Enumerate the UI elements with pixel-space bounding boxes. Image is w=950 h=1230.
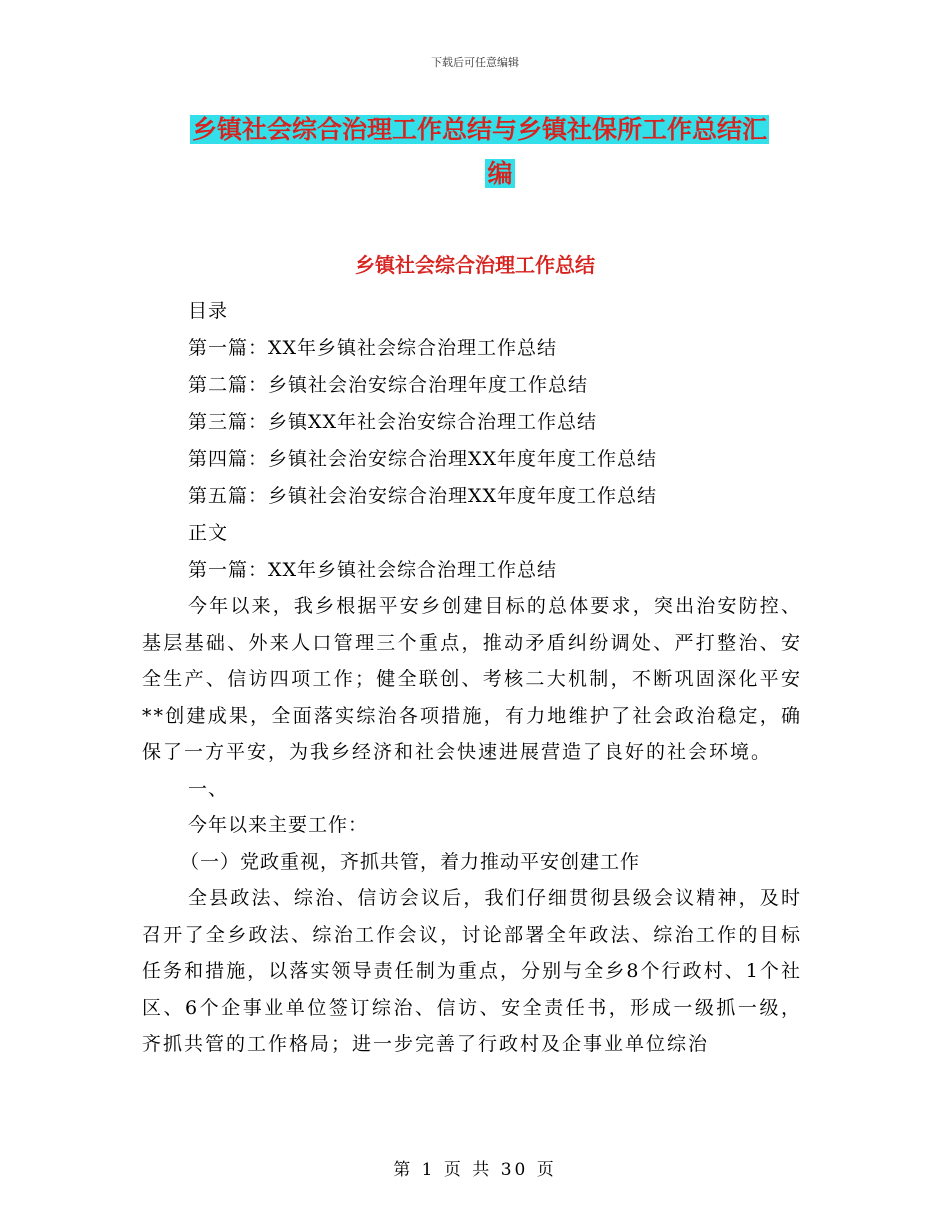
toc-item: 第一篇：XX年乡镇社会综合治理工作总结 bbox=[188, 337, 558, 359]
title-highlight-2: 编 bbox=[487, 159, 513, 188]
page-footer: 第 1 页 共 30 页 bbox=[393, 1160, 557, 1180]
body-heading: 正文 bbox=[188, 522, 229, 544]
subsection-title: 今年以来主要工作： bbox=[188, 814, 369, 836]
toc-item: 第四篇：乡镇社会治安综合治理XX年度年度工作总结 bbox=[188, 448, 658, 470]
toc-item: 第三篇：乡镇XX年社会治安综合治理工作总结 bbox=[188, 411, 598, 433]
subsection-heading: （一）党政重视，齐抓共管，着力推动平安创建工作 bbox=[180, 850, 641, 873]
title-highlight-1: 乡镇社会综合治理工作总结与乡镇社保所工作总结汇 bbox=[192, 115, 768, 144]
document-title-line1 bbox=[190, 108, 810, 152]
toc-item: 第二篇：乡镇社会治安综合治理年度工作总结 bbox=[188, 374, 589, 396]
paragraph: 今年以来，我乡根据平安乡创建目标的总体要求，突出治安防控、基层基础、外来人口管理三个重点，推动矛盾纠纷调处、严打整治、安全生产、信访四项工作；健全联创、考核二大机制，不断巩固深化平安**创建成果，全面落实综治各项措施，有力地维护了社会政治稳定，确保了一方平安，为我乡经济和社会快速进展营造了良好的社会环境。 bbox=[142, 595, 802, 763]
toc-heading: 目录 bbox=[188, 300, 229, 322]
document-title bbox=[190, 108, 810, 196]
section-title: 乡镇社会综合治理工作总结 bbox=[355, 253, 595, 277]
body-text bbox=[142, 588, 802, 1063]
table-of-contents bbox=[188, 293, 657, 589]
document-title-line2 bbox=[190, 152, 810, 196]
header-note: 下载后可任意编辑 bbox=[431, 56, 519, 69]
chapter-heading: 第一篇：XX年乡镇社会综合治理工作总结 bbox=[188, 559, 558, 581]
paragraph: 全县政法、综治、信访会议后，我们仔细贯彻县级会议精神，及时召开了全乡政法、综治工作会议，讨论部署全年政法、综治工作的目标任务和措施，以落实领导责任制为重点，分别与全乡8个行政村、1个社区、6个企事业单位签订综治、信访、安全责任书，形成一级抓一级，齐抓共管的工作格局；进一步完善了行政村及企事业单位综治 bbox=[142, 887, 802, 1055]
list-marker: 一、 bbox=[188, 777, 229, 800]
toc-item: 第五篇：乡镇社会治安综合治理XX年度年度工作总结 bbox=[188, 485, 658, 507]
